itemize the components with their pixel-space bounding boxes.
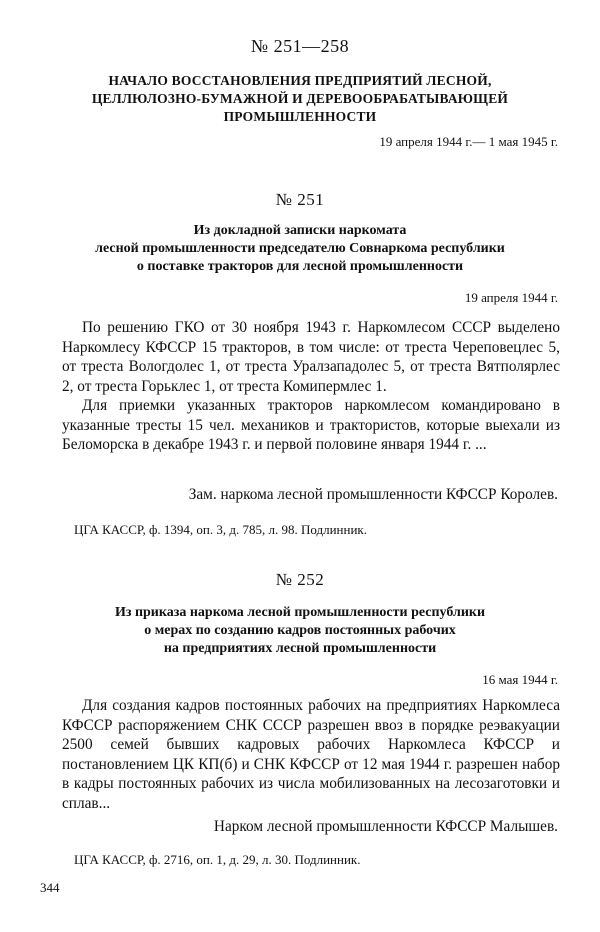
page-number: 344 — [40, 880, 60, 895]
doc252-body — [62, 696, 560, 813]
doc252-title-line: о мерах по созданию кадров постоянных рабочих — [144, 623, 456, 638]
collection-range-number: № 251—258 — [250, 36, 350, 56]
doc251-date: 19 апреля 1944 г. — [464, 290, 558, 305]
collection-title-line: НАЧАЛО ВОССТАНОВЛЕНИЯ ПРЕДПРИЯТИЙ ЛЕСНОЙ, — [108, 73, 492, 88]
doc251-number: № 251 — [275, 190, 325, 209]
collection-title-line: ЦЕЛЛЮЛОЗНО-БУМАЖНОЙ И ДЕРЕВООБРАБАТЫВАЮЩЕЙ — [91, 91, 509, 106]
collection-title — [0, 72, 600, 126]
doc252-date: 16 мая 1944 г. — [482, 672, 558, 687]
collection-date-range: 19 апреля 1944 г.— 1 мая 1945 г. — [379, 134, 558, 149]
doc252-title-line: Из приказа наркома лесной промышленности республики — [114, 605, 486, 620]
doc251-title-line: о поставке тракторов для лесной промышленности — [136, 259, 464, 274]
doc252-archive-reference: ЦГА КАССР, ф. 2716, оп. 1, д. 29, л. 30. Подлинник. — [74, 852, 361, 867]
doc251-body — [62, 318, 560, 455]
doc251-archive-reference: ЦГА КАССР, ф. 1394, оп. 3, д. 785, л. 98. Подлинник. — [74, 522, 367, 537]
doc251-title — [0, 222, 600, 276]
doc251-signature: Зам. наркома лесной промышленности КФССР Королев. — [188, 486, 558, 503]
collection-title-line: ПРОМЫШЛЕННОСТИ — [223, 109, 377, 124]
doc251-paragraph-2: Для приемки указанных тракторов наркомлесом командировано в указанные тресты 15 чел. механиков и трактористов, которые выехали из Беломорска в декабре 1943 г. и первой половине января 1944 г. ... — [62, 397, 560, 453]
doc251-paragraph-1: По решению ГКО от 30 ноября 1943 г. Наркомлесом СССР выделено Наркомлесу КФССР 15 тракторов, в том числе: от треста Череповецлес 5, от треста Вологдолес 1, от треста Уралзападолес 5, от треста Вятполярлес 2, от треста Горьклес 1, от треста Комипермлес 1. — [62, 319, 560, 395]
doc251-title-line: Из докладной записки наркомата — [193, 223, 407, 238]
doc252-title — [0, 604, 600, 658]
doc252-signature: Нарком лесной промышленности КФССР Малышев. — [213, 818, 558, 835]
doc252-title-line: на предприятиях лесной промышленности — [163, 641, 437, 656]
doc252-number: № 252 — [275, 570, 325, 589]
doc251-title-line: лесной промышленности председателю Совнаркома республики — [95, 241, 505, 256]
doc252-paragraph-1: Для создания кадров постоянных рабочих на предприятиях Наркомлеса КФССР распоряжением СНК СССР разрешен ввоз в порядке реэвакуации 2500 семей бывших кадровых рабочих Наркомлеса КФССР и постановлением ЦК КП(б) и СНК КФССР от 12 мая 1944 г. разрешен набор в кадры постоянных рабочих из числа мобилизованных на лесозаготовки и сплав... — [62, 697, 560, 812]
